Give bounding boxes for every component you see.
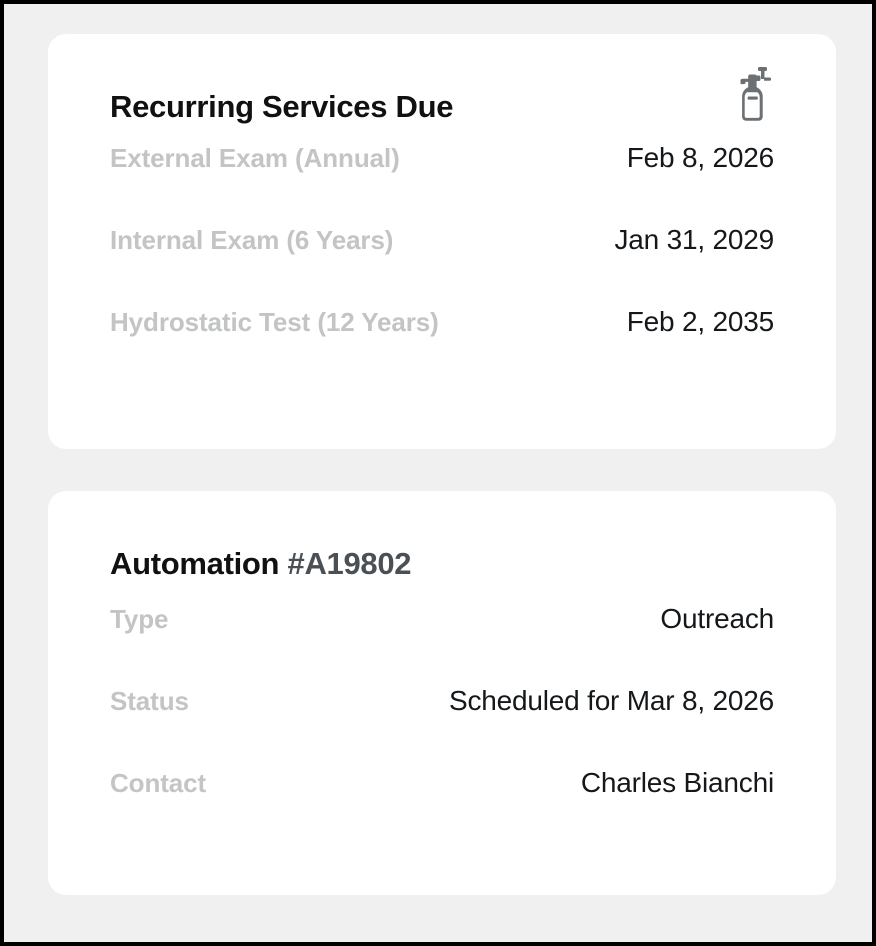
page-title xyxy=(110,91,453,122)
table-row xyxy=(110,685,774,767)
table-row xyxy=(110,767,774,849)
row-value: Scheduled for Mar 8, 2026 xyxy=(449,685,774,716)
table-row xyxy=(110,603,774,685)
row-value: Feb 2, 2035 xyxy=(626,306,774,337)
row-value: Charles Bianchi xyxy=(580,767,774,798)
row-label: External Exam (Annual) xyxy=(110,143,400,173)
automation-id: #A19802 xyxy=(287,546,412,581)
table-row xyxy=(110,142,774,224)
row-value: Feb 8, 2026 xyxy=(626,142,774,173)
row-label: Internal Exam (6 Years) xyxy=(110,225,394,255)
row-value: Jan 31, 2029 xyxy=(614,224,774,255)
table-row xyxy=(110,224,774,306)
card-header xyxy=(48,491,836,579)
card-header xyxy=(48,34,836,122)
automation-rows xyxy=(48,579,836,849)
automation-card xyxy=(48,491,836,895)
row-label: Status xyxy=(110,686,189,716)
table-row xyxy=(110,306,774,388)
automation-title xyxy=(110,548,411,579)
app-screen xyxy=(4,4,872,942)
row-value: Outreach xyxy=(660,603,774,634)
fire-extinguisher-icon xyxy=(728,66,774,122)
automation-title-text: Automation xyxy=(110,546,288,581)
services-rows xyxy=(48,122,836,388)
row-label: Contact xyxy=(110,768,207,798)
card-title-text: Recurring Services Due xyxy=(110,89,454,124)
row-label: Type xyxy=(110,604,169,634)
row-label: Hydrostatic Test (12 Years) xyxy=(110,307,439,337)
recurring-services-card xyxy=(48,34,836,449)
